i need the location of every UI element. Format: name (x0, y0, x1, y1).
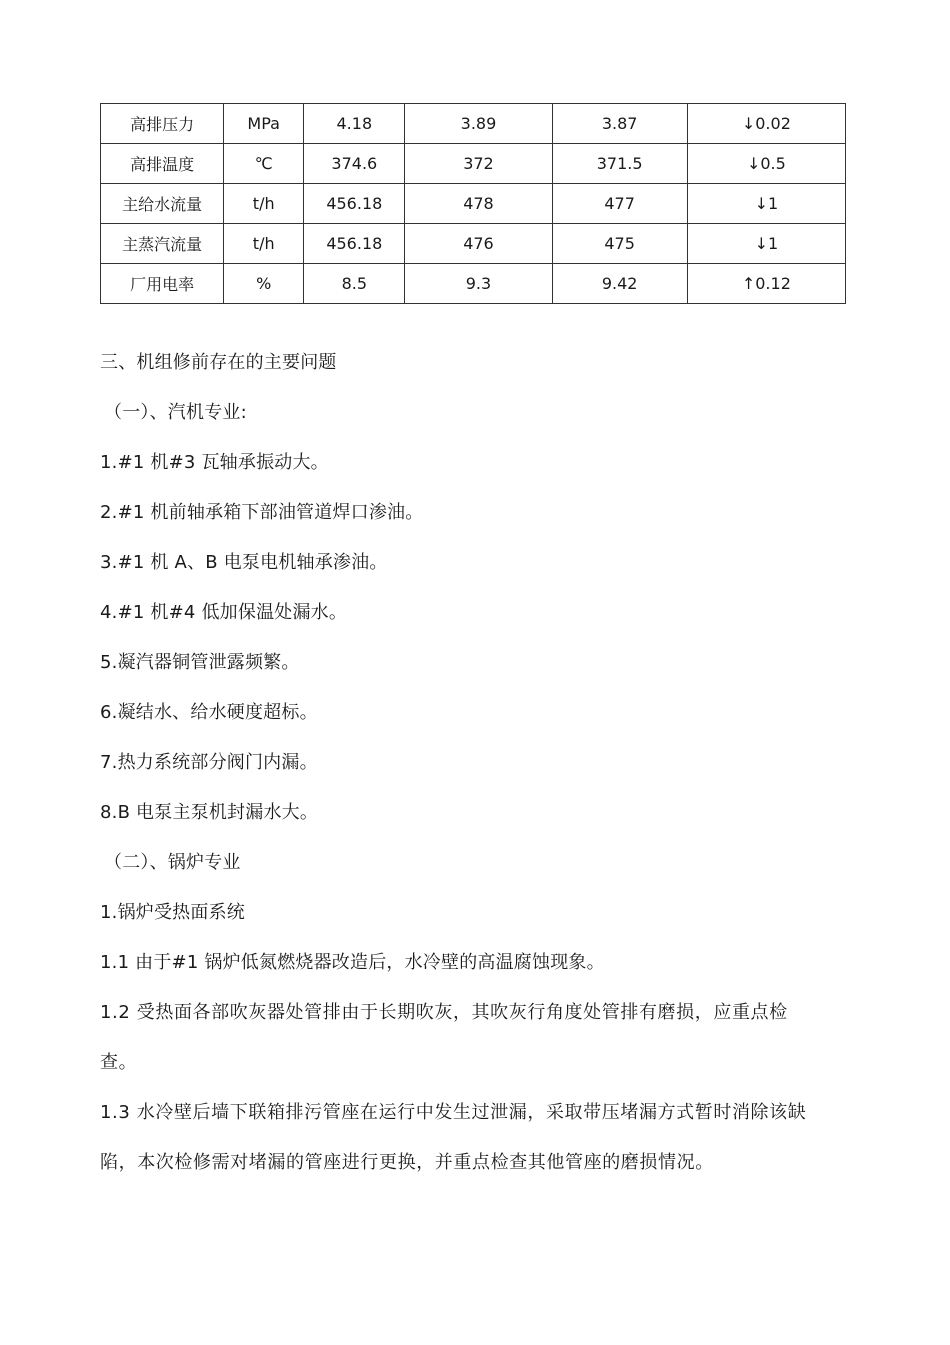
list-item: 8.B 电泵主泵机封漏水大。 (100, 802, 319, 823)
table-cell: 4.18 (304, 104, 405, 144)
table-cell: ℃ (224, 144, 304, 184)
table-cell: 主给水流量 (101, 184, 224, 224)
table-cell: 主蒸汽流量 (101, 224, 224, 264)
list-item: 1.2 受热面各部吹灰器处管排由于长期吹灰，其吹灰行角度处管排有磨损，应重点检查。 (100, 1002, 788, 1073)
table-cell: 厂用电率 (101, 264, 224, 304)
table-cell: 高排温度 (101, 144, 224, 184)
list-item: 2.#1 机前轴承箱下部油管道焊口渗油。 (100, 502, 424, 523)
table-cell: 371.5 (552, 144, 687, 184)
table-cell: 477 (552, 184, 687, 224)
table-cell: ↓1 (687, 184, 845, 224)
table-cell: 475 (552, 224, 687, 264)
table-row (101, 104, 846, 144)
list-item: 1.#1 机#3 瓦轴承振动大。 (100, 452, 329, 473)
list-item: 1.3 水冷壁后墙下联箱排污管座在运行中发生过泄漏，采取带压堵漏方式暂时消除该缺陷，本次检修需对堵漏的管座进行更换，并重点检查其他管座的磨损情况。 (100, 1102, 807, 1173)
table-cell: 456.18 (304, 224, 405, 264)
table-cell: 高排压力 (101, 104, 224, 144)
table-cell: t/h (224, 184, 304, 224)
list-item: 6.凝结水、给水硬度超标。 (100, 702, 318, 723)
table-cell: 478 (405, 184, 552, 224)
table-cell: 476 (405, 224, 552, 264)
table-row (101, 264, 846, 304)
document-body (100, 338, 820, 1188)
list-item: 1.1 由于#1 锅炉低氮燃烧器改造后，水冷壁的高温腐蚀现象。 (100, 952, 605, 973)
table-cell: ↓1 (687, 224, 845, 264)
list-item: 4.#1 机#4 低加保温处漏水。 (100, 602, 348, 623)
table-cell: 3.87 (552, 104, 687, 144)
table-row (101, 224, 846, 264)
table-cell: ↑0.12 (687, 264, 845, 304)
sub-heading: 1.锅炉受热面系统 (100, 902, 245, 923)
performance-table (100, 103, 846, 304)
table-cell: 8.5 (304, 264, 405, 304)
table-cell: t/h (224, 224, 304, 264)
list-item: 7.热力系统部分阀门内漏。 (100, 752, 318, 773)
table-cell: 3.89 (405, 104, 552, 144)
subsection-heading-boiler: （二）、锅炉专业 (104, 852, 241, 873)
table-cell: 372 (405, 144, 552, 184)
table-cell: 374.6 (304, 144, 405, 184)
subsection-heading-turbine: （一）、汽机专业: (104, 402, 247, 423)
table-cell: 456.18 (304, 184, 405, 224)
table-cell: MPa (224, 104, 304, 144)
table-cell: 9.3 (405, 264, 552, 304)
section-heading: 三、机组修前存在的主要问题 (100, 352, 337, 373)
table-cell: ↓0.5 (687, 144, 845, 184)
table-row (101, 144, 846, 184)
table-row (101, 184, 846, 224)
list-item: 5.凝汽器铜管泄露频繁。 (100, 652, 300, 673)
table-cell: ↓0.02 (687, 104, 845, 144)
table-cell: % (224, 264, 304, 304)
list-item: 3.#1 机 A、B 电泵电机轴承渗油。 (100, 552, 388, 573)
table-cell: 9.42 (552, 264, 687, 304)
